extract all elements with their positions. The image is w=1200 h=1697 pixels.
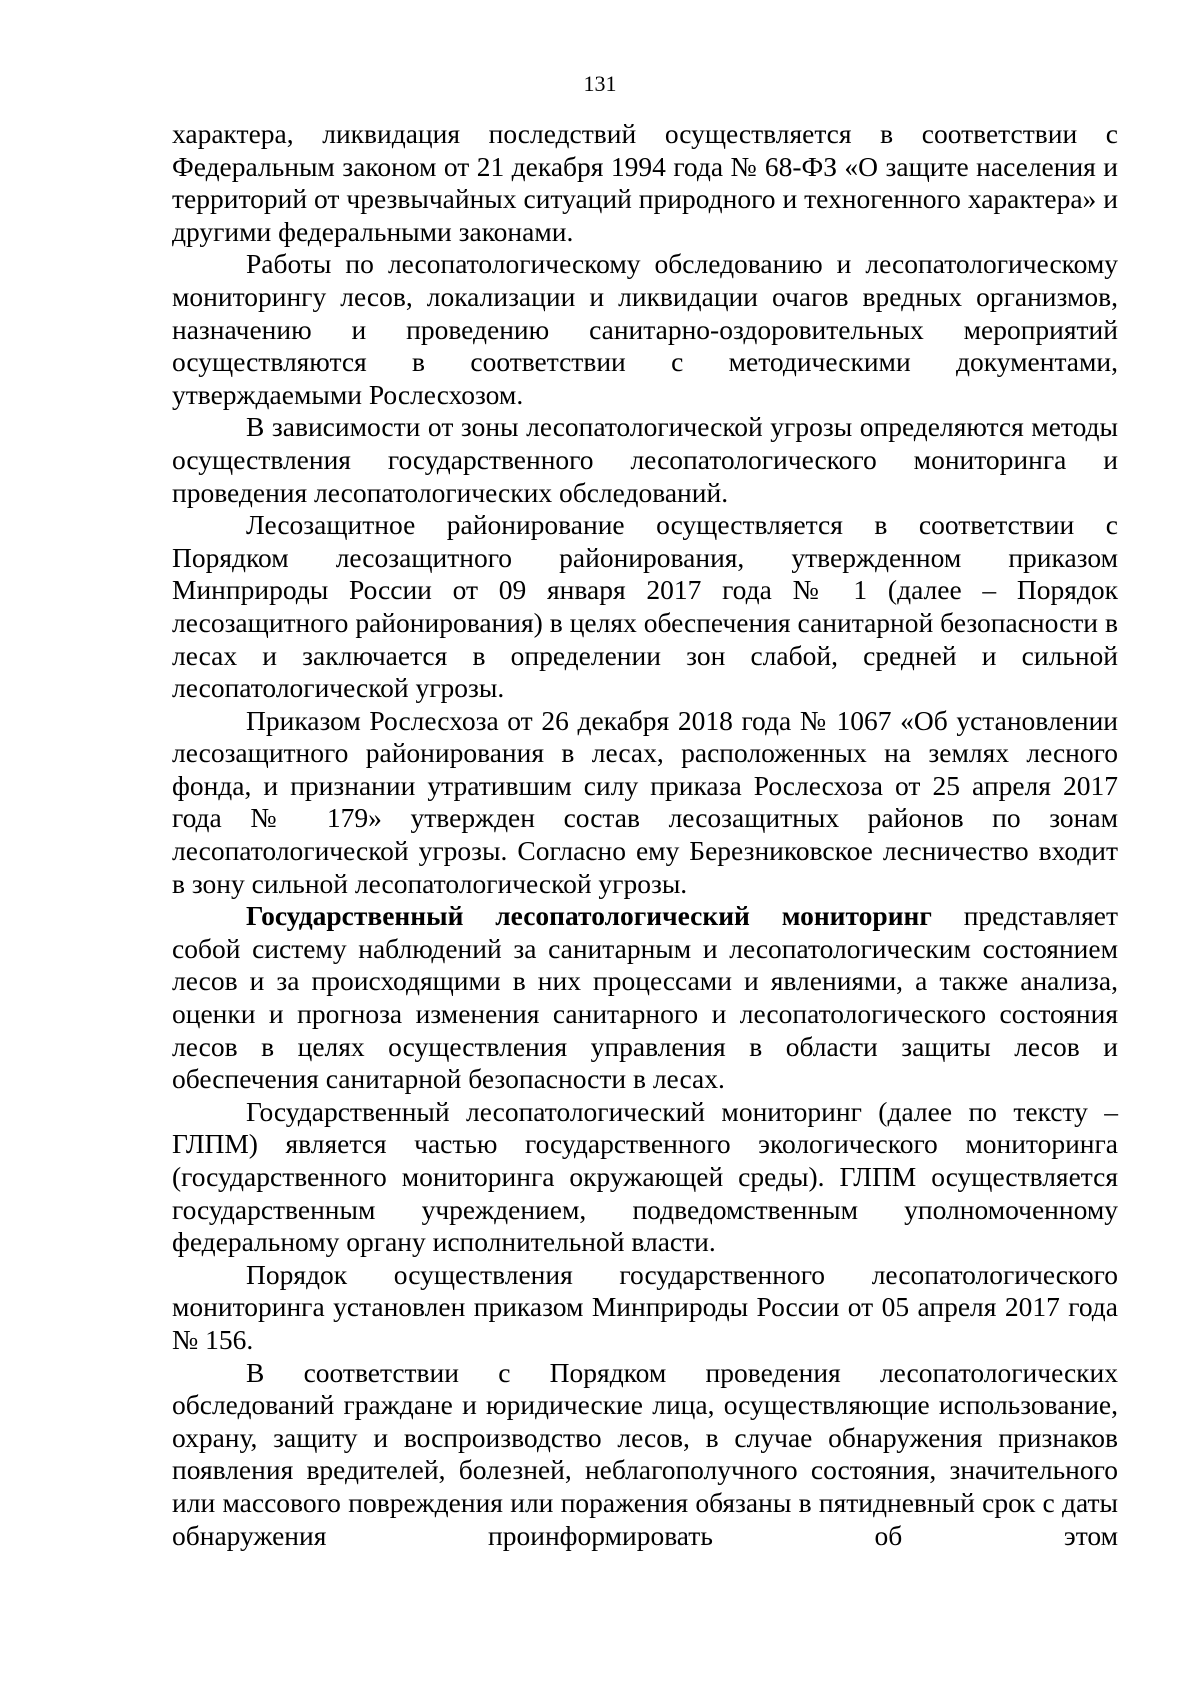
document-body (172, 118, 1118, 1552)
paragraph-5: Приказом Рослесхоза от 26 декабря 2018 года № 1067 «Об установлении лесозащитного районирования в лесах, расположенных на землях лесного фонда, и признании утратившим силу приказа Рослесхоза от 25 апреля 2017 года № 179» утвержден состав лесозащитных районов по зонам лесопатологической угрозы. Согласно ему Березниковское лесничество входит в зону сильной лесопатологической угрозы. (172, 704, 1118, 899)
paragraph-6 (172, 900, 1118, 1096)
paragraph-8: Порядок осуществления государственного лесопатологического мониторинга установлен приказом Минприроды России от 05 апреля 2017 года № 156. (172, 1258, 1118, 1355)
page-number: 131 (583, 71, 617, 96)
paragraph-4: Лесозащитное районирование осуществляется в соответствии с Порядком лесозащитного районирования, утвержденном приказом Минприроды России от 09 января 2017 года № 1 (далее – Порядок лесозащитного районирования) в целях обеспечения санитарной безопасности в лесах и заключается в определении зон слабой, средней и сильной лесопатологической угрозы. (172, 509, 1118, 704)
term-bold: Государственный лесопатологический мониторинг (246, 900, 932, 932)
paragraph-6-text: представляет собой систему наблюдений за санитарным и лесопатологическим состоянием лесов и за происходящими в них процессами и явлениями, а также анализа, оценки и прогноза изменения санитарного и лесопатологического состояния лесов в целях осуществления управления в области защиты лесов и обеспечения санитарной безопасности в лесах. (172, 900, 1118, 1095)
paragraph-2: Работы по лесопатологическому обследованию и лесопатологическому мониторингу лесов, локализации и ликвидации очагов вредных организмов, назначению и проведению санитарно-оздоровительных мероприятий осуществляются в соответствии с методическими документами, утверждаемыми Рослесхозом. (172, 248, 1118, 410)
paragraph-7: Государственный лесопатологический мониторинг (далее по тексту – ГЛПМ) является частью государственного экологического мониторинга (государственного мониторинга окружающей среды). ГЛПМ осуществляется государственным учреждением, подведомственным уполномоченному федеральному органу исполнительной власти. (172, 1095, 1118, 1258)
paragraph-9: В соответствии с Порядком проведения лесопатологических обследований граждане и юридические лица, осуществляющие использование, охрану, защиту и воспроизводство лесов, в случае обнаружения признаков появления вредителей, болезней, неблагополучного состояния, значительного или массового повреждения или поражения обязаны в пятидневный срок с даты обнаружения проинформировать об этом (172, 1356, 1118, 1551)
paragraph-1: характера, ликвидация последствий осуществляется в соответствии с Федеральным законом от 21 декабря 1994 года № 68-ФЗ «О защите населения и территорий от чрезвычайных ситуаций природного и техногенного характера» и другими федеральными законами. (172, 118, 1118, 247)
paragraph-3: В зависимости от зоны лесопатологической угрозы определяются методы осуществления государственного лесопатологического мониторинга и проведения лесопатологических обследований. (172, 411, 1118, 508)
